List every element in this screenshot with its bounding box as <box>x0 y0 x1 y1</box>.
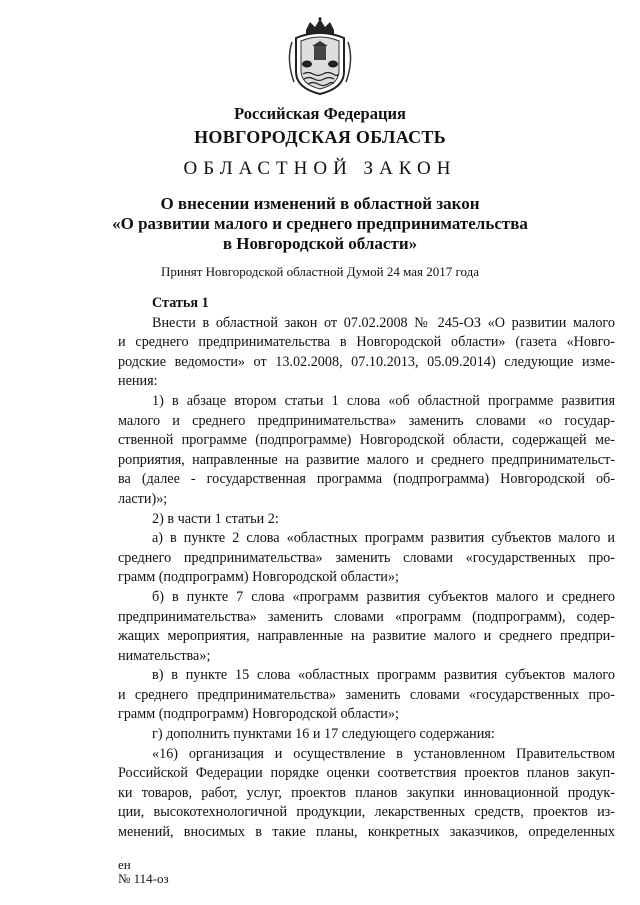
article-line: грамм (подпрограмм) Новгородской области»; <box>118 569 399 586</box>
country-name: Российская Федерация <box>234 104 406 123</box>
article-line: среднего предпринимательства» заменить словами «государственных про- <box>118 549 615 566</box>
coat-of-arms-icon <box>282 16 358 96</box>
article-line: 2) в части 1 статьи 2: <box>152 510 279 527</box>
article-line: и среднего предпринимательства» заменить словами «государственных про- <box>118 686 615 703</box>
article-line: роприятия, направленные на развитие малого и среднего предпринимательст- <box>118 451 615 468</box>
article-line: грамм (подпрограмм) Новгородской области»; <box>118 706 399 723</box>
article-text <box>118 314 615 843</box>
law-number: № 114-оз <box>118 871 169 886</box>
region-name: НОВГОРОДСКАЯ ОБЛАСТЬ <box>194 127 446 147</box>
registration-initials: ен <box>118 857 131 872</box>
article-line: Внести в областной закон от 07.02.2008 № 245-ОЗ «О развитии малого <box>152 314 615 331</box>
article-line: ласти)»; <box>118 490 168 507</box>
article-line: ва (далее - государственная программа (подпрограмма) Новгородской об- <box>118 471 615 488</box>
article-line: «16) организация и осуществление в установленном Правительством <box>152 745 615 762</box>
article-line: малого и среднего предпринимательства» заменить словами «о государ- <box>118 412 615 429</box>
article-line: родские ведомости» от 13.02.2008, 07.10.2013, 05.09.2014) следующие изме- <box>118 353 615 370</box>
article-line: г) дополнить пунктами 16 и 17 следующего содержания: <box>152 726 495 743</box>
document-type: ОБЛАСТНОЙ ЗАКОН <box>183 158 457 179</box>
article-line: ции, высокотехнологичной продукции, лекарственных средств, проектов из- <box>118 804 615 821</box>
article-line: в) в пункте 15 слова «областных программ развития субъектов малого <box>152 667 615 684</box>
adoption-note: Принят Новгородской областной Думой 24 мая 2017 года <box>160 264 480 279</box>
law-title-line: «О развитии малого и среднего предпринимательства <box>112 214 528 233</box>
article-line: нения: <box>118 373 158 390</box>
law-title <box>0 194 640 254</box>
article-line: жащих мероприятия, направленные на развитие малого и среднего предпри- <box>118 628 615 645</box>
article-heading: Статья 1 <box>152 295 209 311</box>
law-title-line: в Новгородской области» <box>222 234 418 253</box>
article-line: менений, вносимых в такие планы, конкретных заказчиков, определенных <box>118 824 615 841</box>
article-line: ки товаров, работ, услуг, проектов планов закупки инновационной продук- <box>118 784 615 801</box>
document-footer <box>118 858 169 886</box>
law-title-line: О внесении изменений в областной закон <box>160 194 480 213</box>
article-line: и среднего предпринимательства в Новгородской области» (газета «Новго- <box>118 334 615 351</box>
article-line: нимательства»; <box>118 647 211 664</box>
article-line: б) в пункте 7 слова «программ развития субъектов малого и среднего <box>152 588 615 605</box>
article-line: предпринимательства» заменить словами «программ (подпрограмм), содер- <box>118 608 615 625</box>
article-line: Российской Федерации порядке оценки соответствия проектов планов закуп- <box>118 765 615 782</box>
article-line: 1) в абзаце втором статьи 1 слова «об областной программе развития <box>152 392 615 409</box>
article-line: ственной программе (подпрограмме) Новгородской области, содержащей ме- <box>118 432 615 449</box>
article-line: а) в пункте 2 слова «областных программ развития субъектов малого и <box>152 530 615 547</box>
article-body <box>118 294 615 843</box>
